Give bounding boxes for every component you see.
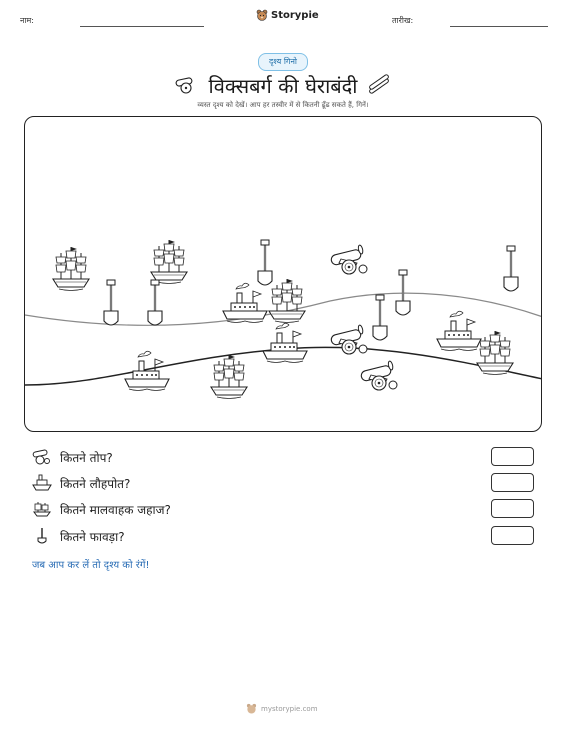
cargo-ship-1 bbox=[53, 247, 89, 291]
ironclad-2 bbox=[263, 323, 307, 362]
ironclad-1 bbox=[223, 283, 267, 322]
question-text: कितने फावड़ा? bbox=[60, 530, 125, 544]
name-field[interactable] bbox=[80, 26, 204, 27]
question-row-shovel bbox=[32, 526, 537, 548]
cargo-ship-icon bbox=[32, 500, 52, 518]
cannon-icon bbox=[32, 448, 52, 466]
coloring-instruction: जब आप कर लें तो दृश्य को रंगें! bbox=[32, 560, 150, 571]
answer-box-shovel[interactable] bbox=[491, 526, 534, 545]
answer-box-cannon[interactable] bbox=[491, 447, 534, 466]
page-title: विक्सबर्ग की घेराबंदी bbox=[208, 74, 358, 98]
brand-name: Storypie bbox=[271, 9, 319, 21]
footer-url[interactable]: mystorypie.com bbox=[261, 704, 318, 713]
cargo-ship-3 bbox=[269, 279, 305, 323]
question-text: कितने मालवाहक जहाज? bbox=[60, 503, 171, 517]
cannon-2 bbox=[330, 325, 367, 354]
title-logs-icon bbox=[366, 74, 392, 94]
shovel-1 bbox=[104, 280, 118, 325]
question-row-cargo-ship bbox=[32, 499, 537, 521]
bear-icon bbox=[256, 9, 268, 21]
shovel-2 bbox=[148, 280, 162, 325]
cargo-ship-5 bbox=[477, 331, 513, 375]
shovel-5 bbox=[373, 295, 387, 340]
shovel-3 bbox=[258, 240, 272, 285]
shovel-4 bbox=[396, 270, 410, 315]
brand-logo bbox=[256, 9, 319, 21]
category-badge: दृश्य गिनो bbox=[258, 53, 308, 71]
question-row-cannon bbox=[32, 447, 537, 469]
count-scene bbox=[24, 116, 542, 432]
question-row-ironclad bbox=[32, 473, 537, 495]
shovel-6 bbox=[504, 246, 518, 291]
ironclad-4 bbox=[437, 311, 481, 350]
cannon-1 bbox=[330, 245, 367, 274]
date-label: तारीख: bbox=[392, 16, 414, 25]
footer-bear-icon bbox=[246, 703, 257, 714]
shovel-icon bbox=[32, 527, 52, 545]
footer bbox=[246, 703, 318, 714]
cargo-ship-4 bbox=[211, 355, 247, 399]
question-text: कितने लौहपोत? bbox=[60, 477, 131, 491]
name-label: नाम: bbox=[20, 16, 34, 25]
page-subtitle: व्यस्त दृश्य को देखें। आप हर तस्वीर में से कितनी ढूँढ सकते हैं, गिनें। bbox=[197, 101, 369, 109]
ironclad-3 bbox=[125, 351, 169, 390]
scene-illustration bbox=[25, 117, 542, 432]
question-text: कितने तोप? bbox=[60, 451, 113, 465]
cargo-ship-2 bbox=[151, 240, 187, 284]
answer-box-ironclad[interactable] bbox=[491, 473, 534, 492]
cannon-3 bbox=[360, 361, 397, 390]
date-field[interactable] bbox=[450, 26, 548, 27]
ironclad-icon bbox=[32, 474, 52, 492]
answer-box-cargo-ship[interactable] bbox=[491, 499, 534, 518]
